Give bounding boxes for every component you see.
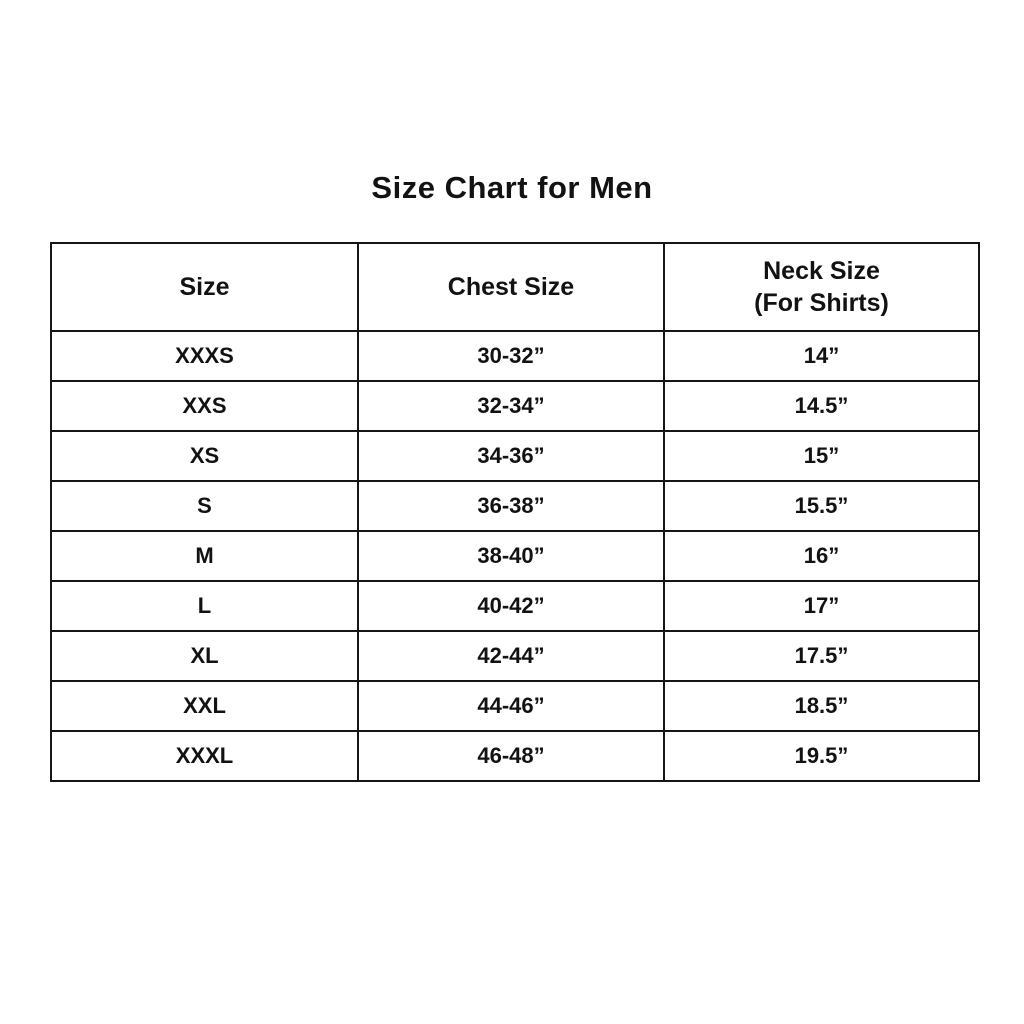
column-header-line: Size — [179, 272, 230, 301]
table-row — [51, 481, 979, 531]
table-cell: M — [51, 531, 358, 581]
table-cell: XS — [51, 431, 358, 481]
table-cell: L — [51, 581, 358, 631]
table-row — [51, 381, 979, 431]
column-header — [358, 243, 664, 331]
table-cell: 17” — [664, 581, 979, 631]
table-cell: 36-38” — [358, 481, 664, 531]
table-cell: 18.5” — [664, 681, 979, 731]
table-cell: XXXL — [51, 731, 358, 781]
table-cell: 34-36” — [358, 431, 664, 481]
column-header-line: Chest Size — [447, 272, 575, 301]
table-row — [51, 631, 979, 681]
table-cell: 19.5” — [664, 731, 979, 781]
table-header — [51, 243, 979, 331]
column-header — [51, 243, 358, 331]
table-cell: 15.5” — [664, 481, 979, 531]
table-cell: 14.5” — [664, 381, 979, 431]
table-cell: XXS — [51, 381, 358, 431]
table-row — [51, 581, 979, 631]
table-row — [51, 531, 979, 581]
table-cell: XL — [51, 631, 358, 681]
column-header-line: Neck Size — [763, 256, 880, 285]
table-header-row — [51, 243, 979, 331]
table-cell: 38-40” — [358, 531, 664, 581]
table-row — [51, 431, 979, 481]
page-title: Size Chart for Men — [371, 170, 653, 205]
size-chart-table — [50, 242, 980, 782]
table-cell: 17.5” — [664, 631, 979, 681]
table-body — [51, 331, 979, 781]
table-row — [51, 331, 979, 381]
table-row — [51, 681, 979, 731]
table-cell: 44-46” — [358, 681, 664, 731]
table-cell: 15” — [664, 431, 979, 481]
table-cell: S — [51, 481, 358, 531]
table-cell: 32-34” — [358, 381, 664, 431]
column-header — [664, 243, 979, 331]
table-row — [51, 731, 979, 781]
column-header-line: (For Shirts) — [754, 289, 889, 317]
table-cell: 14” — [664, 331, 979, 381]
table-cell: XXXS — [51, 331, 358, 381]
table-cell: 30-32” — [358, 331, 664, 381]
table-cell: 46-48” — [358, 731, 664, 781]
table-cell: XXL — [51, 681, 358, 731]
table-cell: 40-42” — [358, 581, 664, 631]
table-cell: 16” — [664, 531, 979, 581]
table-cell: 42-44” — [358, 631, 664, 681]
